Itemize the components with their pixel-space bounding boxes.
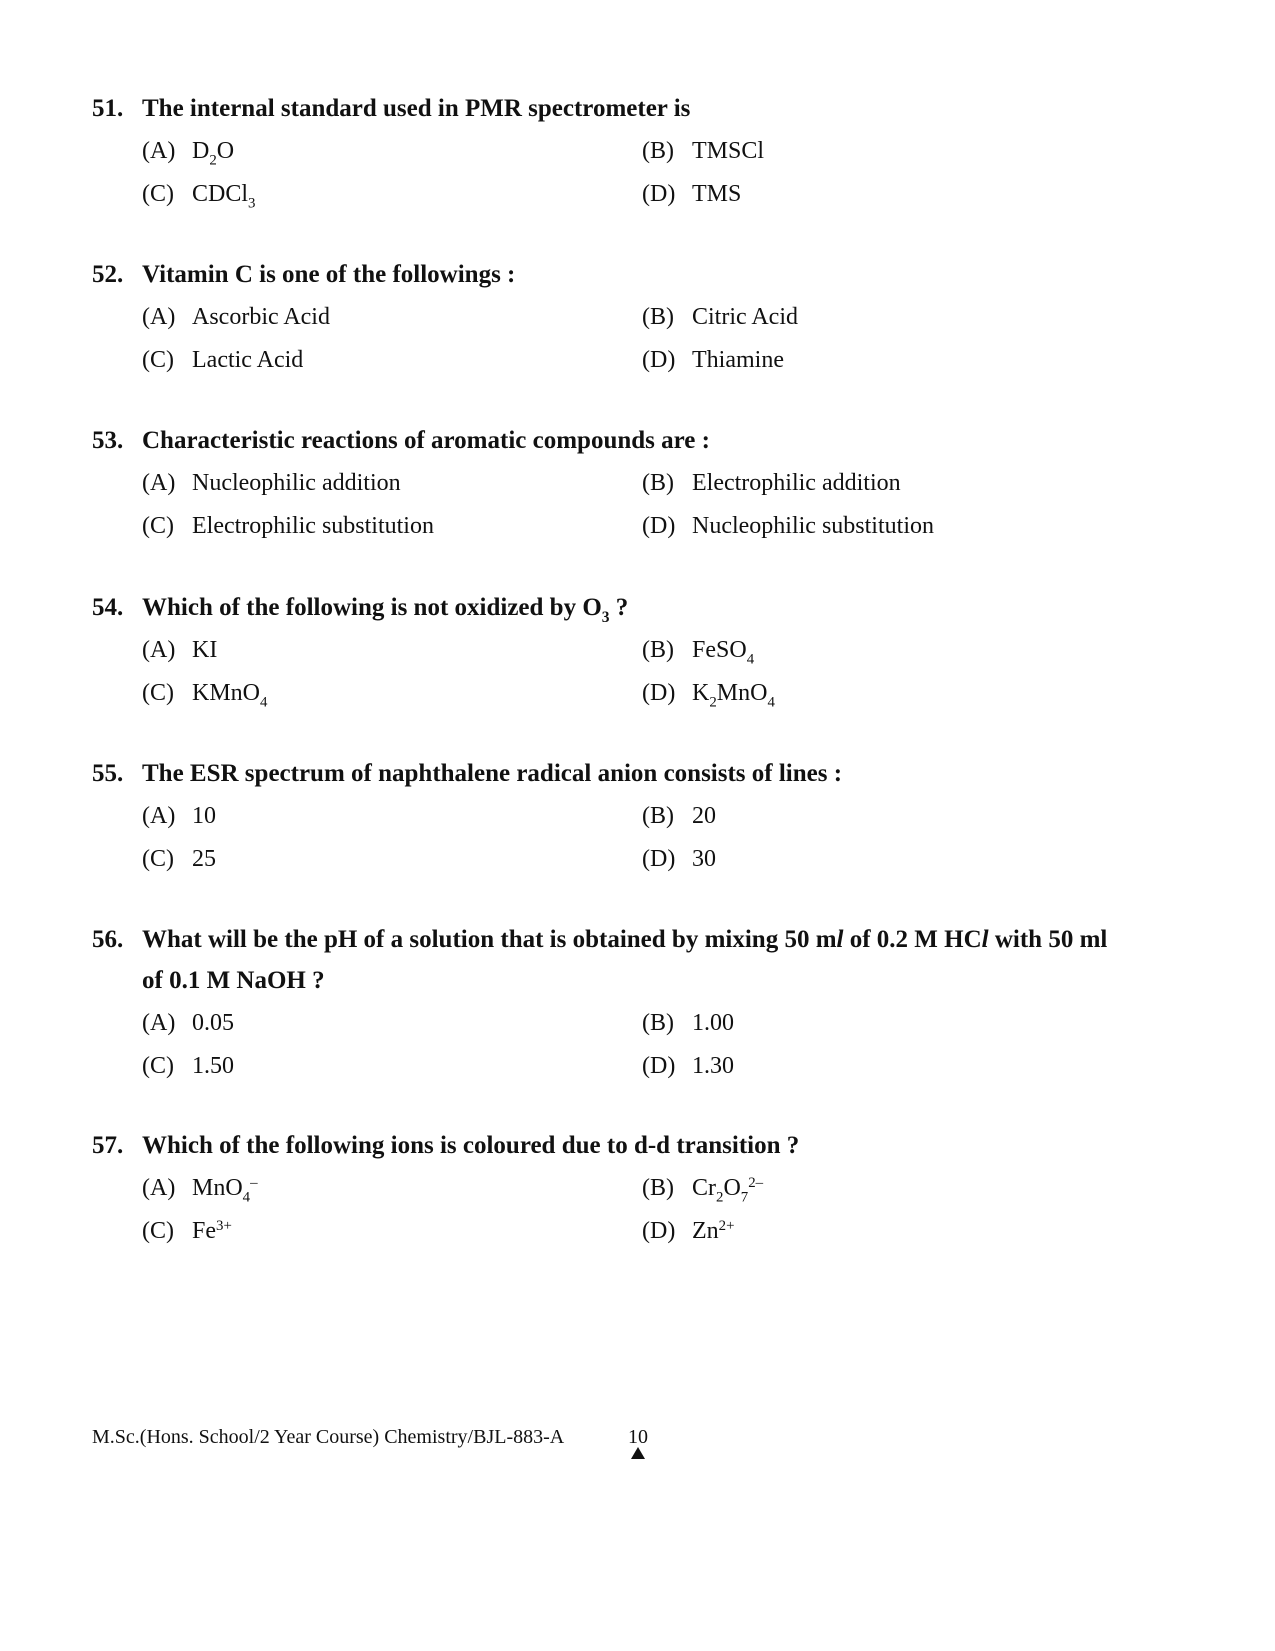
option-b: (B) Electrophilic addition (642, 470, 901, 496)
option-b: (B) $Cr_2O_7^{2-}$ (642, 1174, 764, 1206)
option-c: (C) CDCl$_3$ (142, 181, 256, 212)
option-c: (C) 25 (142, 846, 216, 872)
option-b: (B) 20 (642, 803, 716, 829)
question-number: 53. (92, 427, 124, 454)
question-53 (92, 420, 1212, 548)
option-b: (B) TMSCl (642, 138, 765, 164)
question-text: What will be the pH of a solution that is obtained by mixing 50 ml of 0.2 M HCl with 50 ml of 0.1 M NaOH ? (142, 926, 1108, 994)
option-a: (A) Nucleophilic addition (142, 470, 401, 496)
option-a: (A) KI (142, 637, 218, 663)
question-text: Which of the following ions is coloured due to d-d transition ? (142, 1132, 800, 1159)
triangle-marker-icon (631, 1447, 645, 1459)
option-d: (D) TMS (642, 181, 742, 207)
option-b: (B) 1.00 (642, 1010, 734, 1036)
question-57 (92, 1125, 1212, 1253)
question-text: The internal standard used in PMR spectrometer is (142, 95, 691, 122)
footer-course: M.Sc.(Hons. School/2 Year Course) Chemistry/BJL-883-A (92, 1426, 565, 1448)
option-d: (D) 1.30 (642, 1053, 734, 1079)
option-d: (D) Nucleophilic substitution (642, 513, 934, 539)
question-number: 52. (92, 261, 124, 288)
option-a: (A) 0.05 (142, 1010, 234, 1036)
question-text: Vitamin C is one of the followings : (142, 261, 516, 288)
question-number: 51. (92, 95, 124, 122)
question-text: The ESR spectrum of naphthalene radical anion consists of lines : (142, 760, 843, 787)
option-a: (A) 10 (142, 803, 216, 829)
option-c: (C) 1.50 (142, 1053, 234, 1079)
question-text: Characteristic reactions of aromatic compounds are : (142, 427, 710, 454)
option-c: (C) KMnO$_4$ (142, 680, 268, 711)
option-d: (D) $K_2MnO_4$ (642, 680, 775, 711)
option-c: (C) Lactic Acid (142, 347, 304, 373)
option-d: (D) 30 (642, 846, 716, 872)
option-b: (B) FeSO$_4$ (642, 637, 755, 668)
option-a: (A) $D_2O$ (142, 138, 235, 169)
option-d: (D) Thiamine (642, 347, 784, 373)
question-number: 56. (92, 926, 124, 953)
option-c: (C) $Fe^{3+}$ (142, 1217, 232, 1244)
question-number: 54. (92, 594, 124, 621)
question-55 (92, 753, 1212, 881)
option-a: (A) MnO$_4$– (142, 1174, 258, 1206)
question-51 (92, 88, 1212, 216)
question-number: 57. (92, 1132, 124, 1159)
question-56 (92, 919, 1212, 1088)
question-text: Which of the following is not oxidized by $O_3$ ? (142, 594, 629, 626)
page-number: 10 (628, 1425, 648, 1459)
option-c: (C) Electrophilic substitution (142, 513, 434, 539)
question-52 (92, 254, 1212, 382)
option-b: (B) Citric Acid (642, 304, 798, 330)
question-number: 55. (92, 760, 124, 787)
option-a: (A) Ascorbic Acid (142, 304, 330, 330)
question-54 (92, 587, 1212, 715)
option-d: (D) $Zn^{2+}$ (642, 1217, 735, 1244)
